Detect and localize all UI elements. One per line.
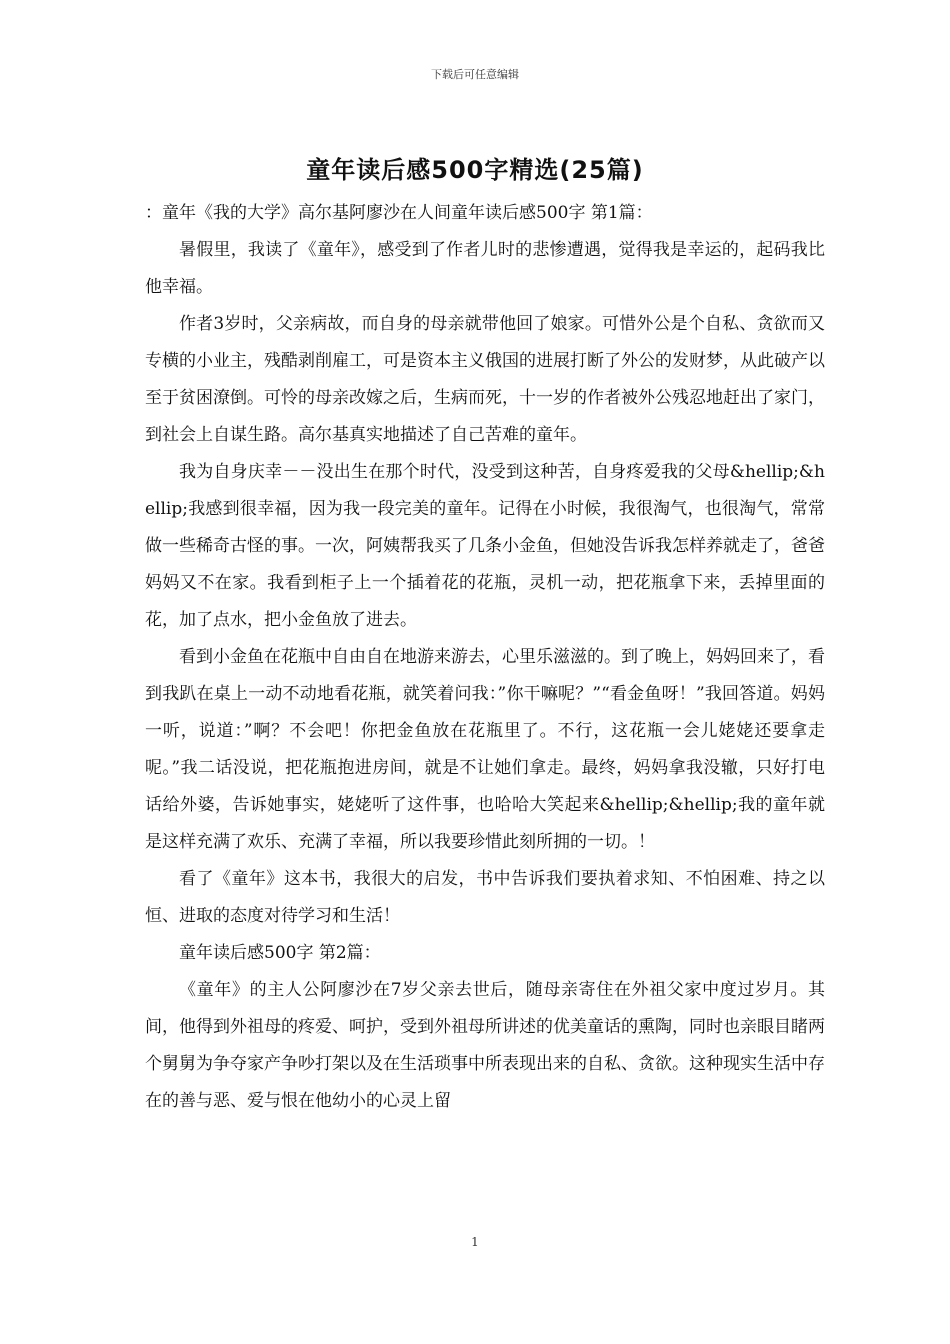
section-heading: 童年读后感500字 第2篇： (179, 943, 381, 963)
paragraph: 《童年》的主人公阿廖沙在7岁父亲去世后，随母亲寄住在外祖父家中度过岁月。其间，他得到外祖母的疼爱、呵护，受到外祖母所讲述的优美童话的熏陶，同时也亲眼目睹两个舅舅为争夺家产争吵打架以及在生活琐事中所表现出来的自私、贪欲。这种现实生活中存在的善与恶、爱与恨在他幼小的心灵上留 (145, 980, 825, 1111)
paragraph: 看了《童年》这本书，我很大的启发，书中告诉我们要执着求知、不怕困难、持之以恒、进取的态度对待学习和生活！ (145, 869, 825, 926)
page-header: 下载后可任意编辑 (431, 68, 519, 81)
page-number: 1 (471, 1235, 479, 1249)
document-body (145, 195, 825, 1120)
paragraph: 看到小金鱼在花瓶中自由自在地游来游去，心里乐滋滋的。到了晚上，妈妈回来了，看到我趴在桌上一动不动地看花瓶，就笑着问我：”你干嘛呢？”“看金鱼呀！”我回答道。妈妈一听，说道：”啊？不会吧！你把金鱼放在花瓶里了。不行，这花瓶一会儿姥姥还要拿走呢。”我二话没说，把花瓶抱进房间，就是不让她们拿走。最终，妈妈拿我没辙，只好打电话给外婆，告诉她事实，姥姥听了这件事，也哈哈大笑起来&hellip;&hellip;我的童年就是这样充满了欢乐、充满了幸福，所以我要珍惜此刻所拥的一切。！ (145, 647, 825, 852)
paragraph: 我为自身庆幸－－没出生在那个时代，没受到这种苦，自身疼爱我的父母&hellip;&hellip;我感到很幸福，因为我一段完美的童年。记得在小时候，我很淘气，也很淘气，常常做一些稀奇古怪的事。一次，阿姨帮我买了几条小金鱼，但她没告诉我怎样养就走了，爸爸妈妈又不在家。我看到柜子上一个插着花的花瓶，灵机一动，把花瓶拿下来，丢掉里面的花，加了点水，把小金鱼放了进去。 (145, 462, 825, 630)
paragraph: 暑假里，我读了《童年》，感受到了作者儿时的悲惨遭遇，觉得我是幸运的，起码我比他幸福。 (145, 240, 825, 297)
document-title: 童年读后感500字精选(25篇) (306, 156, 644, 184)
intro-line: ：童年《我的大学》高尔基阿廖沙在人间童年读后感500字 第1篇： (145, 203, 653, 223)
paragraph: 作者3岁时，父亲病故，而自身的母亲就带他回了娘家。可惜外公是个自私、贪欲而又专横的小业主，残酷剥削雇工，可是资本主义俄国的进展打断了外公的发财梦，从此破产以至于贫困潦倒。可怜的母亲改嫁之后，生病而死，十一岁的作者被外公残忍地赶出了家门，到社会上自谋生路。高尔基真实地描述了自己苦难的童年。 (145, 314, 825, 445)
